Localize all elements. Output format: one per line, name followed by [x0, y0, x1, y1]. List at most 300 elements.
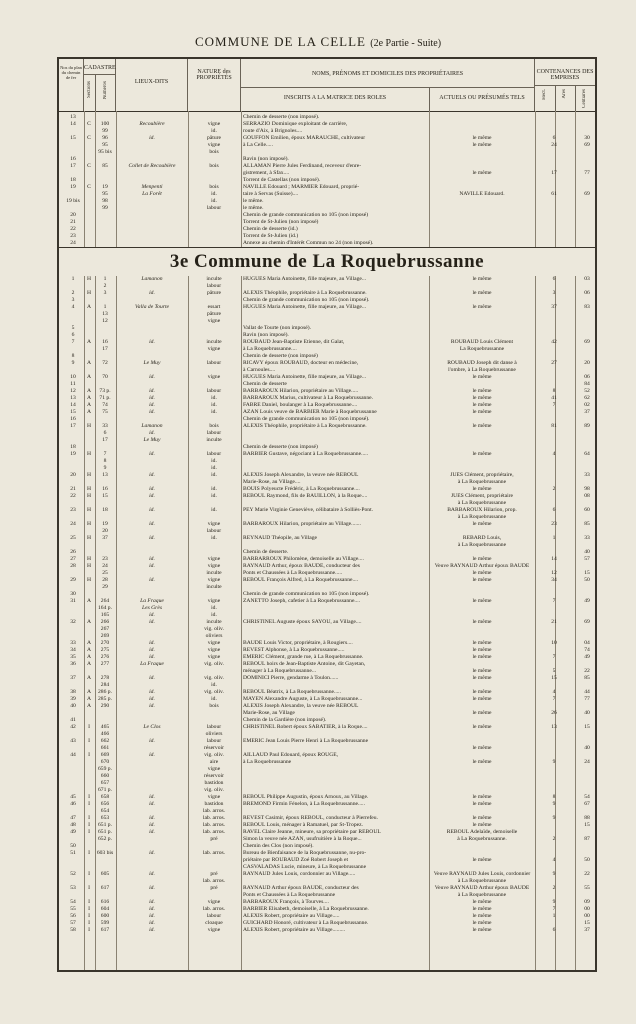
plan-number-cell: 13 [70, 395, 76, 401]
cadastre-number-cell: 13 [102, 472, 108, 478]
table-row [59, 367, 595, 374]
section-cell: H [86, 472, 92, 478]
table-row [59, 626, 595, 633]
area-hectares-cell: 34 [551, 577, 557, 583]
plan-number-cell: 24 [70, 521, 76, 527]
current-owner-cell: le même [472, 857, 492, 863]
registered-owner-cell: HUGUES Maria Antoinette, fille majeure, au Village... [243, 304, 367, 310]
nature-cell: lab. arros. [202, 822, 226, 828]
area-centiares-cell: 52 [584, 388, 590, 394]
current-owner-cell: le même [472, 724, 492, 730]
area-centiares-cell: 98 [584, 486, 590, 492]
section-cell: A [86, 339, 92, 345]
area-hectares-cell: 2 [552, 885, 556, 891]
nature-cell: id. [211, 465, 217, 471]
table-row [59, 514, 595, 521]
cadastre-number-cell: 662 [100, 738, 110, 744]
plan-number-cell: 20 [70, 472, 76, 478]
registered-owner-cell: ZANETTO Joseph, cafetier à La Roquebrussanne.... [243, 598, 361, 604]
plan-number-cell: 58 [70, 927, 76, 933]
table-row [59, 170, 595, 177]
nature-cell: bois [209, 163, 219, 169]
cadastre-number-cell: 670 [100, 759, 110, 765]
table-row [59, 388, 595, 395]
registered-owner-cell: REBOUL Béatrix, à La Roquebrussanne..... [243, 689, 341, 695]
table-row [59, 780, 595, 787]
nature-cell: bois [209, 149, 219, 155]
current-owner-cell: le même [472, 556, 492, 562]
nature-cell: id. [211, 682, 217, 688]
registered-owner-cell: Chemin de la Gardière (non imposé). [243, 717, 327, 723]
current-owner-cell: le même [472, 577, 492, 583]
registered-owner-cell: BARBAROUX Hilarion, propriétaire au Village..... [243, 388, 359, 394]
lieu-dit-cell: id. [149, 752, 155, 758]
lieu-dit-cell: id. [149, 493, 155, 499]
table-row [59, 570, 595, 577]
nature-cell: vigne [207, 121, 221, 127]
table-row [59, 409, 595, 416]
cadastre-number-cell: 1 [103, 304, 107, 310]
plan-number-cell: 46 [70, 801, 76, 807]
nature-cell: labour [206, 205, 222, 211]
current-owner-cell: le même [472, 486, 492, 492]
section-cell: H [86, 556, 92, 562]
registered-owner-cell: RICAVY époux ROUBAUD, docteur en médecine, [243, 360, 359, 366]
current-owner-cell: le même [472, 822, 492, 828]
lieu-dit-cell: id. [149, 563, 155, 569]
area-centiares-cell: 33 [584, 535, 590, 541]
nature-cell: labour [206, 913, 222, 919]
cadastre-number-cell: 96 [102, 135, 108, 141]
registered-owner-cell: GUICHARD Honoré, cultivateur à La Roquebrussanne. [243, 920, 369, 926]
registered-owner-cell: Chemin de grande communication no 105 (non imposé). [243, 416, 370, 422]
registered-owner-cell: ALLAMAN Pierre Jules Ferdinand, receveur d'enre- [243, 163, 362, 169]
plan-number-cell: 53 [70, 885, 76, 891]
plan-number-cell: 45 [70, 794, 76, 800]
table-row [59, 198, 595, 205]
table-row [59, 843, 595, 850]
table-row [59, 647, 595, 654]
lieu-dit-cell: Menpenti [141, 184, 163, 190]
area-centiares-cell: 37 [584, 409, 590, 415]
plan-number-cell: 37 [70, 675, 76, 681]
nature-cell: id. [211, 493, 217, 499]
current-owner-cell: REBARD Louis, [462, 535, 502, 541]
section-cell: H [86, 276, 92, 282]
lieu-dit-cell: id. [149, 388, 155, 394]
cadastre-number-cell: 616 [100, 899, 110, 905]
registered-owner-cell: BOUIS Polyeucte Frédéric, à La Roquebrussanne.... [243, 486, 360, 492]
registered-owner-cell: CASVALADAS Lucie, mineure, à La Roquebrussanne [243, 864, 367, 870]
section-cell: I [88, 871, 90, 877]
registered-owner-cell: ALEXIS Robert, propriétaire au Village......... [243, 927, 346, 933]
nature-cell: vig. oliv. [204, 661, 224, 667]
area-centiares-cell: 40 [584, 745, 590, 751]
table-row [59, 149, 595, 156]
cadastre-number-cell: 100 [100, 121, 110, 127]
plan-number-cell: 49 [70, 829, 76, 835]
current-owner-cell: le même [472, 423, 492, 429]
cadastre-number-cell: 654 [100, 808, 110, 814]
cadastre-number-cell: 656 [100, 801, 110, 807]
plan-number-cell: 22 [70, 226, 76, 232]
plan-number-cell: 17 [70, 163, 76, 169]
section-cell: A [86, 402, 92, 408]
table-row [59, 822, 595, 829]
section-cell: A [86, 409, 92, 415]
table-row [59, 360, 595, 367]
cadastre-number-cell: 600 [100, 913, 110, 919]
plan-number-cell: 2 [71, 290, 75, 296]
current-owner-cell: le même [472, 913, 492, 919]
area-hectares-cell: 13 [551, 724, 557, 730]
area-centiares-cell: 69 [584, 619, 590, 625]
table-row [59, 304, 595, 311]
lieu-dit-cell: id. [149, 135, 155, 141]
current-owner-cell: le même [472, 142, 492, 148]
plan-number-cell: 32 [70, 619, 76, 625]
area-centiares-cell: 74 [584, 647, 590, 653]
table-row [59, 808, 595, 815]
section-cell: A [86, 395, 92, 401]
table-row [59, 444, 595, 451]
nature-cell: id. [211, 128, 217, 134]
header-lieux-dits: LIEUX-DITS [116, 59, 188, 111]
cadastre-number-cell: 164 p. [98, 605, 112, 611]
registered-owner-cell: RAYNAUD Arthur, époux BAUDE, conducteur des [243, 563, 360, 569]
nature-cell: vig. oliv. [204, 689, 224, 695]
plan-number-cell: 50 [70, 843, 76, 849]
registered-owner-cell: REBOUL Philippe Augustin, époux Arnoux, au Village. [243, 794, 369, 800]
registered-owner-cell: BARBAROUX Hilarion, propriétaire au Village....... [243, 521, 361, 527]
section-cell: A [86, 703, 92, 709]
table-row [59, 318, 595, 325]
area-hectares-cell: 24 [551, 142, 557, 148]
plan-number-cell: 16 [70, 416, 76, 422]
nature-cell: vig. oliv. [204, 675, 224, 681]
area-centiares-cell: 06 [584, 290, 590, 296]
lieu-dit-cell: id. [149, 920, 155, 926]
current-owner-cell: à La Roquebrussanne [457, 892, 507, 898]
lieu-dit-cell: id. [149, 612, 155, 618]
plan-number-cell: 5 [71, 325, 75, 331]
area-centiares-cell: 85 [584, 521, 590, 527]
table-row [59, 640, 595, 647]
section-cell: I [88, 920, 90, 926]
lieu-dit-cell: id. [149, 906, 155, 912]
cadastre-number-cell: 73 p. [99, 388, 111, 394]
area-hectares-cell: 3 [552, 290, 556, 296]
cadastre-number-cell: 669 [100, 752, 110, 758]
cadastre-number-cell: 9 [103, 465, 107, 471]
registered-owner-cell: CHRISTINEL Auguste époux SAYOU, au Village.... [243, 619, 362, 625]
current-owner-cell: le même [472, 906, 492, 912]
table-row [59, 458, 595, 465]
registered-owner-cell: FABRE Daniel, boulanger à La Roquebrussanne.... [243, 402, 358, 408]
current-owner-cell: à La Roquebrussanne [457, 500, 507, 506]
area-centiares-cell: 85 [584, 675, 590, 681]
table-row [59, 535, 595, 542]
current-owner-cell: le même [472, 451, 492, 457]
table-row [59, 283, 595, 290]
section-cell: A [86, 647, 92, 653]
lieu-dit-cell: La Forêt [142, 191, 162, 197]
cadastre-number-cell: 617 [100, 927, 110, 933]
registered-owner-cell: BAUDE Louis Victor, propriétaire, à Rougiers.... [243, 640, 353, 646]
area-centiares-cell: 55 [584, 885, 590, 891]
nature-cell: vigne [207, 654, 221, 660]
area-hectares-cell: 6 [552, 135, 556, 141]
table-row [59, 563, 595, 570]
current-owner-cell: le même [472, 598, 492, 604]
current-owner-cell: le même [472, 675, 492, 681]
nature-cell: id. [211, 409, 217, 415]
nature-cell: inculte [206, 619, 222, 625]
section-cell: H [86, 423, 92, 429]
area-centiares-cell: 00 [584, 913, 590, 919]
cadastre-number-cell: 605 [100, 871, 110, 877]
area-hectares-cell: 17 [551, 170, 557, 176]
nature-cell: bois [209, 703, 219, 709]
nature-cell: oliviers [205, 633, 223, 639]
section-cell: H [86, 486, 92, 492]
plan-number-cell: 39 [70, 696, 76, 702]
section-cell: I [88, 899, 90, 905]
table-row [59, 339, 595, 346]
cadastre-number-cell: 19 [102, 521, 108, 527]
registered-owner-cell: BARBAROUX François, à Tourves.... [243, 899, 329, 905]
area-centiares-cell: 20 [584, 360, 590, 366]
cadastre-number-cell: 16 [102, 339, 108, 345]
nature-cell: id. [211, 507, 217, 513]
nature-cell: vigne [207, 640, 221, 646]
area-centiares-cell: 69 [584, 191, 590, 197]
registered-owner-cell: ALEXIS Joseph Alexandre, la veuve née REBOUL [243, 703, 359, 709]
area-hectares-cell: 41 [551, 395, 557, 401]
cadastre-number-cell: 1 [103, 276, 107, 282]
cadastre-number-cell: 276 [100, 654, 110, 660]
current-owner-cell: Veuve RAYNAUD Arthur époux BAUDE [434, 885, 530, 891]
cadastre-number-cell: 13 [102, 311, 108, 317]
current-owner-cell: à La Roquebrussanne [457, 514, 507, 520]
cadastre-number-cell: 19 [102, 184, 108, 190]
lieu-dit-cell: id. [149, 577, 155, 583]
registered-owner-cell: Chemin de grande communication no 105 (non imposé) [243, 212, 369, 218]
plan-number-cell: 44 [70, 752, 76, 758]
area-hectares-cell: 12 [551, 570, 557, 576]
area-hectares-cell: 27 [551, 360, 557, 366]
table-row [59, 290, 595, 297]
table-row [59, 661, 595, 668]
table-row [59, 892, 595, 899]
cadastre-number-cell: 617 [100, 885, 110, 891]
table-row [59, 745, 595, 752]
lieu-dit-cell: id. [149, 927, 155, 933]
nature-cell: vig. oliv. [204, 787, 224, 793]
plan-number-cell: 21 [70, 486, 76, 492]
nature-cell: essart [207, 304, 221, 310]
current-owner-cell: BARBAROUX Hilarion, prop. [447, 507, 517, 513]
area-hectares-cell: 10 [551, 640, 557, 646]
register-table [57, 57, 597, 972]
area-centiares-cell: 40 [584, 549, 590, 555]
registered-owner-cell: HUGUES Maria Antoinette, fille majeure, au Village... [243, 276, 367, 282]
page-title: COMMUNE DE LA CELLE [194, 34, 366, 49]
registered-owner-cell: REYNAUD Théopile, au Village [243, 535, 318, 541]
registered-owner-cell: REBOUL François Alfred, à La Roquebrussanne.... [243, 577, 359, 583]
nature-cell: lab. arros. [202, 850, 226, 856]
current-owner-cell: JUÈS Clément, propriétaire [451, 493, 513, 499]
plan-number-cell: 18 [70, 177, 76, 183]
header-nature: NATURE des PROPRIÉTÉS [188, 59, 241, 111]
current-owner-cell: le même [472, 402, 492, 408]
table-row [59, 682, 595, 689]
cadastre-number-cell: 33 [102, 423, 108, 429]
table-row [59, 395, 595, 402]
registered-owner-cell: Chemin de desserte [243, 381, 287, 387]
registered-owner-cell: Ravin (non imposé). [243, 156, 289, 162]
cadastre-number-cell: 651 p. [98, 822, 112, 828]
registered-owner-cell: REVEST Alphonse, à La Roquebrussanne..... [243, 647, 345, 653]
plan-number-cell: 17 [70, 423, 76, 429]
nature-cell: pâture [207, 135, 221, 141]
cadastre-number-cell: 270 [100, 640, 110, 646]
section-cell: A [86, 696, 92, 702]
plan-number-cell: 55 [70, 906, 76, 912]
section-cell: H [86, 290, 92, 296]
section-cell: A [86, 598, 92, 604]
plan-number-cell: 1 [71, 276, 75, 282]
cadastre-number-cell: 24 [102, 563, 108, 569]
section-cell: C [87, 163, 91, 169]
registered-owner-cell: RAYNAUD Jules Louis, cordonnier au Village..... [243, 871, 356, 877]
table-row [59, 675, 595, 682]
section-cell: H [86, 577, 92, 583]
registered-owner-cell: à Carnoules.... [243, 367, 276, 373]
area-hectares-cell: 8 [552, 794, 556, 800]
current-owner-cell: le même [472, 920, 492, 926]
registered-owner-cell: Torrent de Castellas (non imposé). [243, 177, 321, 183]
current-owner-cell: le même [472, 135, 492, 141]
nature-cell: vigne [207, 647, 221, 653]
area-hectares-cell: 81 [551, 423, 557, 429]
lieu-dit-cell: id. [149, 430, 155, 436]
registered-owner-cell: BARBARROUX Philomène, demoiselle au Village.... [243, 556, 364, 562]
lieu-dit-cell: Recoubière [139, 121, 165, 127]
lieu-dit-cell: id. [149, 507, 155, 513]
section-cell: C [87, 121, 91, 127]
current-owner-cell: le même [472, 170, 492, 176]
current-owner-cell: le même [472, 374, 492, 380]
plan-number-cell: 3 [71, 297, 75, 303]
section-cell: I [88, 913, 90, 919]
plan-number-cell: 12 [70, 388, 76, 394]
area-centiares-cell: 69 [584, 142, 590, 148]
table-header [59, 59, 595, 112]
section-cell: H [86, 451, 92, 457]
cadastre-number-cell: 466 [100, 731, 110, 737]
registered-owner-cell: BARBAROUX Marius, cultivateur à La Roquebrussanne. [243, 395, 374, 401]
area-hectares-cell: 8 [552, 388, 556, 394]
current-owner-cell: le même [472, 689, 492, 695]
cadastre-number-cell: 15 [102, 493, 108, 499]
section-cell: C [87, 135, 91, 141]
nature-cell: lab. arros. [202, 906, 226, 912]
table-row [59, 528, 595, 535]
lieu-dit-cell: id. [149, 654, 155, 660]
nature-cell: id. [211, 402, 217, 408]
plan-number-cell: 20 [70, 212, 76, 218]
table-row [59, 184, 595, 191]
area-hectares-cell: 9 [552, 871, 556, 877]
table-row [59, 430, 595, 437]
table-row [59, 759, 595, 766]
registered-owner-cell: Marie-Rose, au Village [243, 710, 295, 716]
registered-owner-cell: Chemin de desserte. [243, 549, 289, 555]
cadastre-number-cell: 277 [100, 661, 110, 667]
cadastre-number-cell: 651 p. [98, 829, 112, 835]
area-centiares-cell: 62 [584, 395, 590, 401]
current-owner-cell: le même [472, 619, 492, 625]
area-hectares-cell: 2 [552, 836, 556, 842]
nature-cell: inculte [206, 570, 222, 576]
nature-cell: inculte [206, 339, 222, 345]
table-row [59, 297, 595, 304]
registered-owner-cell: BARBIER Gustave, négociant à La Roquebrussanne..... [243, 451, 369, 457]
area-centiares-cell: 30 [584, 135, 590, 141]
cadastre-number-cell: 653 [100, 815, 110, 821]
nature-cell: pâture [207, 290, 221, 296]
nature-cell: lab. arros. [202, 808, 226, 814]
nature-cell: labour [206, 451, 222, 457]
area-centiares-cell: 04 [584, 640, 590, 646]
table-row [59, 128, 595, 135]
registered-owner-cell: NAVILLE Edouard ; MARMIER Edouard, proprié- [243, 184, 360, 190]
registered-owner-cell: REBOUL hoirs de Jean-Baptiste Antoine, dit Gayetan, [243, 661, 366, 667]
table-row [59, 191, 595, 198]
table-row [59, 402, 595, 409]
area-centiares-cell: 57 [584, 556, 590, 562]
area-hectares-cell: 1 [552, 913, 556, 919]
plan-number-cell: 9 [71, 360, 75, 366]
cadastre-number-cell: 275 [100, 647, 110, 653]
cadastre-number-cell: 95 [102, 191, 108, 197]
table-row [59, 423, 595, 430]
lieu-dit-cell: id. [149, 913, 155, 919]
plan-number-cell: 7 [71, 339, 75, 345]
nature-cell: labour [206, 738, 222, 744]
rows-commune-la-celle [59, 114, 595, 247]
cadastre-number-cell: 8 [103, 458, 107, 464]
plan-number-cell: 30 [70, 591, 76, 597]
registered-owner-cell: ménager à La Roquebrussanne... [243, 668, 317, 674]
table-row [59, 205, 595, 212]
table-row [59, 801, 595, 808]
table-row [59, 311, 595, 318]
table-row [59, 374, 595, 381]
lieu-dit-cell: id. [149, 486, 155, 492]
nature-cell: pâture [207, 311, 221, 317]
table-row [59, 472, 595, 479]
nature-cell: vigne [207, 563, 221, 569]
table-row [59, 177, 595, 184]
table-row [59, 864, 595, 871]
nature-cell: vigne [207, 766, 221, 772]
area-hectares-cell: 9 [552, 759, 556, 765]
area-centiares-cell: 50 [584, 577, 590, 583]
registered-owner-cell: à La Roquebrussanne [243, 759, 292, 765]
cadastre-number-cell: 99 [102, 128, 108, 134]
